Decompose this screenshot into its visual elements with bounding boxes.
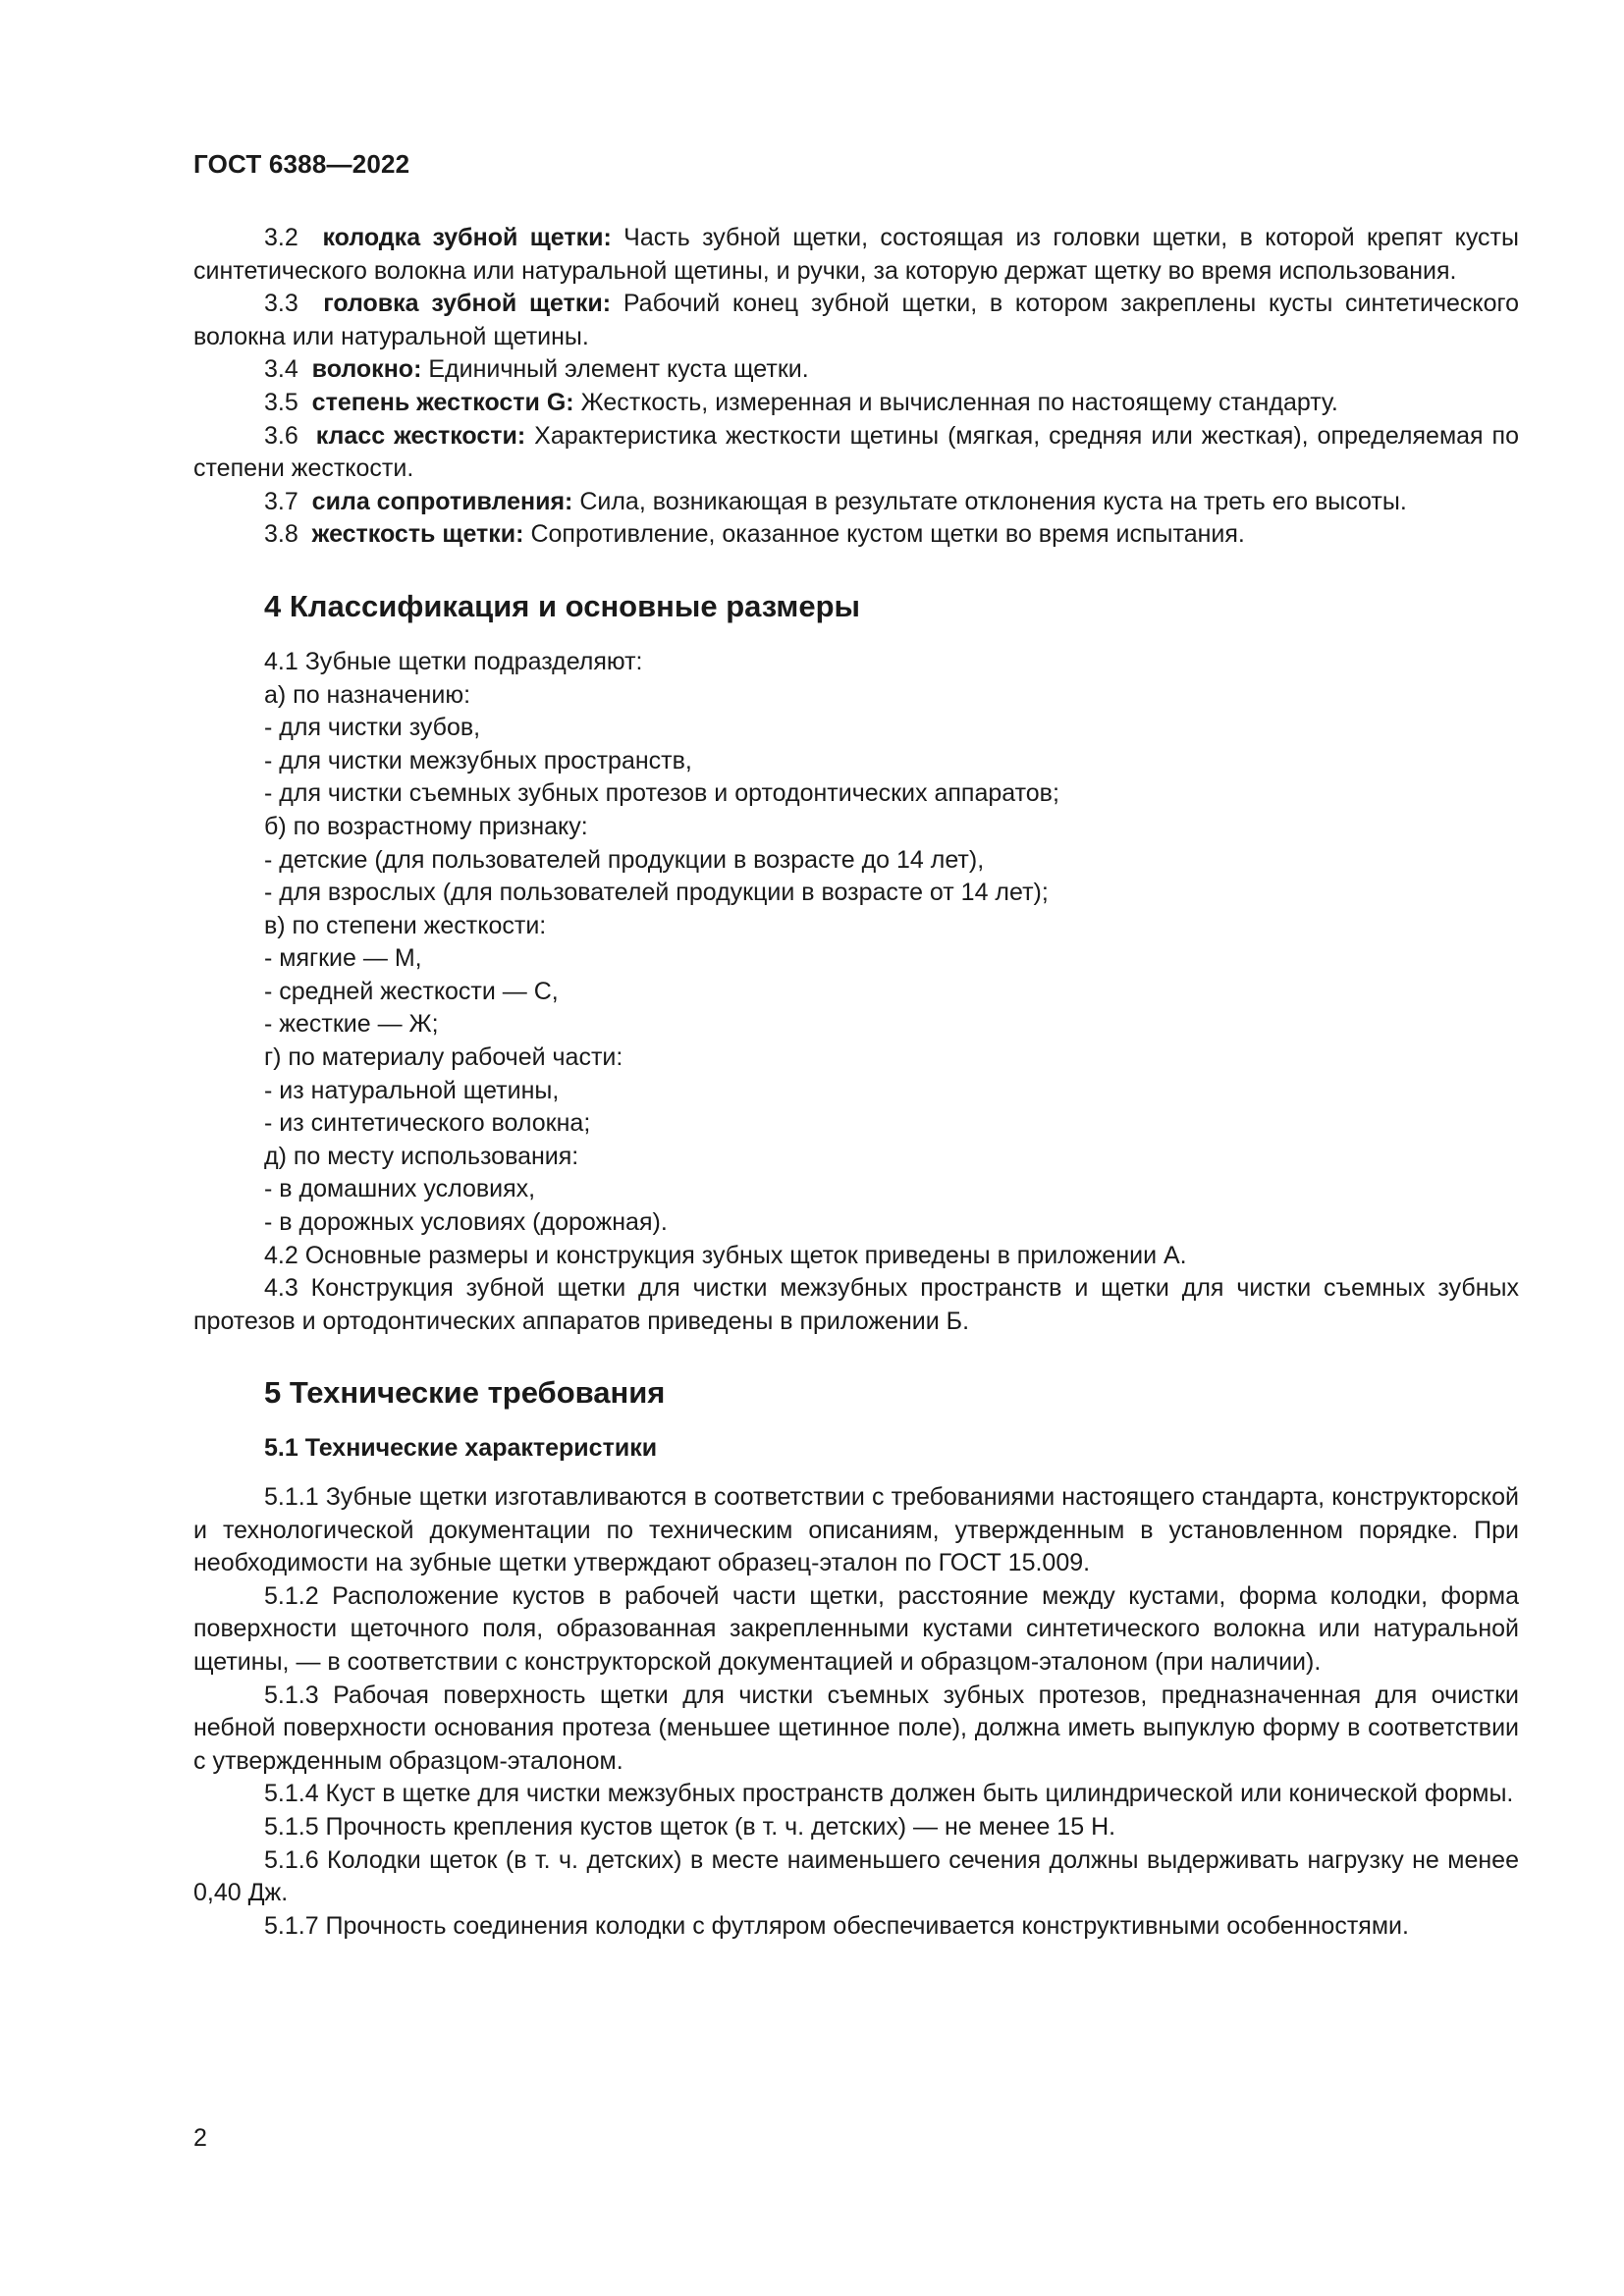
list-item: - мягкие — М, bbox=[264, 944, 422, 973]
list-item: в) по степени жесткости: bbox=[264, 911, 547, 939]
list-item: - средней жесткости — С, bbox=[264, 977, 559, 1005]
list-item: - для чистки зубов, bbox=[264, 714, 481, 742]
list-item: д) по месту использования: bbox=[264, 1142, 579, 1170]
list-item: б) по возрастному признаку: bbox=[264, 812, 588, 840]
document-body bbox=[193, 222, 1519, 1943]
list-item: - в домашних условиях, bbox=[264, 1175, 536, 1203]
term-3-5: 3.5 степень жесткости G: Жесткость, измеренная и вычисленная по настоящему стандарту. bbox=[264, 388, 1338, 416]
list-item: - из синтетического волокна; bbox=[264, 1109, 591, 1138]
term-3-2: 3.2 колодка зубной щетки: Часть зубной щетки, состоящая из головки щетки, в которой крепят кусты синтетического волокна или натуральной щетины, и ручки, за которую держат щетку во время использования. bbox=[193, 224, 1519, 285]
list-item: а) по назначению: bbox=[264, 680, 471, 709]
term-3-6: 3.6 класс жесткости: Характеристика жесткости щетины (мягкая, средняя или жесткая), определяемая по степени жесткости. bbox=[193, 421, 1519, 483]
term-name: волокно: bbox=[311, 355, 422, 384]
paragraph-5-1-3: 5.1.3 Рабочая поверхность щетки для чистки съемных зубных протезов, предназначенная для очистки небной поверхности основания протеза (меньшее щетинное поле), должна иметь выпуклую форму в соответствии с утвержденным образцом-эталоном. bbox=[193, 1681, 1519, 1775]
term-3-4: 3.4 волокно: Единичный элемент куста щетки. bbox=[264, 355, 809, 384]
section-5-title: 5 Технические требования bbox=[264, 1375, 666, 1411]
term-3-8: 3.8 жесткость щетки: Сопротивление, оказанное кустом щетки во время испытания. bbox=[264, 520, 1245, 549]
list-item: - для чистки межзубных пространств, bbox=[264, 746, 692, 774]
term-name: сила сопротивления: bbox=[311, 487, 573, 515]
list-item: г) по материалу рабочей части: bbox=[264, 1043, 623, 1072]
paragraph-4-2: 4.2 Основные размеры и конструкция зубных щеток приведены в приложении А. bbox=[264, 1241, 1187, 1269]
page-number: 2 bbox=[193, 2124, 207, 2152]
term-3-7: 3.7 сила сопротивления: Сила, возникающая в результате отклонения куста на треть его высоты. bbox=[264, 487, 1407, 515]
list-item: - для чистки съемных зубных протезов и ортодонтических аппаратов; bbox=[264, 779, 1059, 808]
paragraph-5-1-2: 5.1.2 Расположение кустов в рабочей части щетки, расстояние между кустами, форма колодки, форма поверхности щеточного поля, образованная закрепленными кустами синтетического волокна или натуральной щетины, — в соответствии с конструкторской документацией и образцом-эталоном (при наличии). bbox=[193, 1581, 1519, 1676]
paragraph-5-1-7: 5.1.7 Прочность соединения колодки с футляром обеспечивается конструктивными особенностями. bbox=[264, 1911, 1409, 1940]
list-item: 4.1 Зубные щетки подразделяют: bbox=[264, 647, 643, 675]
subsection-5-1-title: 5.1 Технические характеристики bbox=[264, 1434, 658, 1463]
term-name: степень жесткости G: bbox=[311, 388, 574, 416]
paragraph-4-3: 4.3 Конструкция зубной щетки для чистки межзубных пространств и щетки для чистки съемных зубных протезов и ортодонтических аппаратов приведены в приложении Б. bbox=[193, 1274, 1519, 1335]
term-name: головка зубной щетки: bbox=[323, 290, 612, 318]
list-item: - жесткие — Ж; bbox=[264, 1010, 439, 1039]
term-name: жесткость щетки: bbox=[311, 520, 524, 549]
term-name: колодка зубной щетки: bbox=[322, 224, 612, 251]
paragraph-5-1-6: 5.1.6 Колодки щеток (в т. ч. детских) в месте наименьшего сечения должны выдерживать нагрузку не менее 0,40 Дж. bbox=[193, 1845, 1519, 1907]
term-3-3: 3.3 головка зубной щетки: Рабочий конец зубной щетки, в котором закреплены кусты синтетического волокна или натуральной щетины. bbox=[193, 290, 1520, 350]
paragraph-5-1-5: 5.1.5 Прочность крепления кустов щеток (в т. ч. детских) — не менее 15 Н. bbox=[264, 1812, 1116, 1841]
paragraph-5-1-1: 5.1.1 Зубные щетки изготавливаются в соответствии с требованиями настоящего стандарта, конструкторской и технологической документации по техническим описаниям, утвержденным в установленном порядке. При необходимости на зубные щетки утверждают образец-эталон по ГОСТ 15.009. bbox=[193, 1483, 1519, 1577]
paragraph-5-1-4: 5.1.4 Куст в щетке для чистки межзубных пространств должен быть цилиндрической или конической формы. bbox=[264, 1780, 1514, 1808]
section-4-title: 4 Классификация и основные размеры bbox=[264, 588, 860, 623]
list-item: - детские (для пользователей продукции в возрасте до 14 лет), bbox=[264, 845, 985, 874]
list-item: - для взрослых (для пользователей продукции в возрасте от 14 лет); bbox=[264, 879, 1049, 907]
list-item: - из натуральной щетины, bbox=[264, 1076, 560, 1104]
term-name: класс жесткости: bbox=[315, 421, 526, 450]
document-header: ГОСТ 6388—2022 bbox=[193, 149, 410, 179]
list-item: - в дорожных условиях (дорожная). bbox=[264, 1208, 668, 1237]
